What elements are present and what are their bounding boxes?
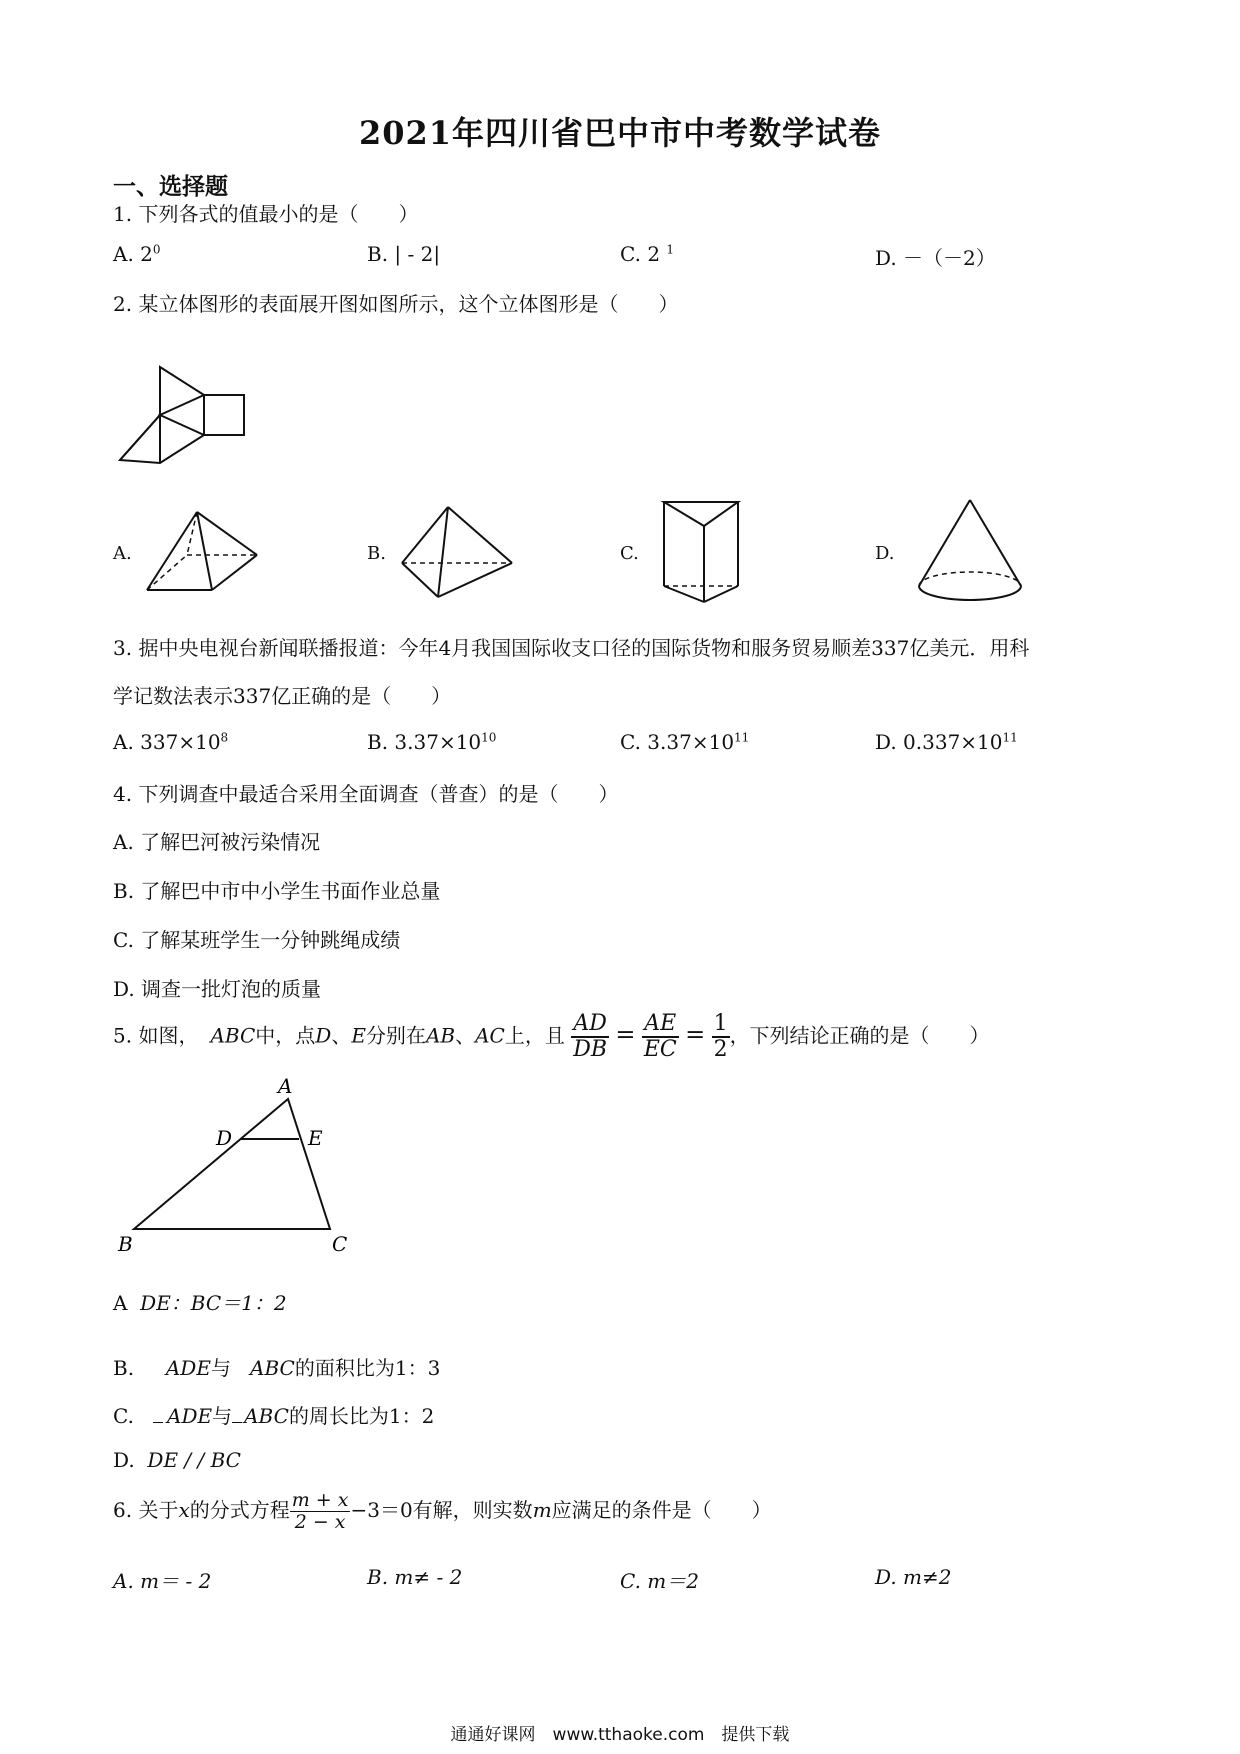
q4-option-b: B. 了解巴中市中小学生书面作业总量: [113, 879, 441, 903]
q6-option-a: A. m＝ - 2: [113, 1569, 212, 1593]
triangle-abc-diagram: [110, 1075, 370, 1255]
q5-option-b: B. ADE与 ABC的面积比为1：3: [113, 1356, 441, 1380]
fraction-m-plus-x-over-2-minus-x: $\frac{m + x}{2 - x}$: [291, 1489, 349, 1533]
q1-option-d: D. －（－2）: [875, 246, 996, 270]
q4-option-c: C. 了解某班学生一分钟跳绳成绩: [113, 928, 401, 952]
question-1-stem: 1. 下列各式的值最小的是（ ）: [113, 202, 419, 226]
q2-option-a-pyramid-figure: [145, 510, 265, 595]
label-a: A: [278, 1074, 293, 1098]
q2-option-a-label: A.: [113, 543, 132, 564]
question-5-stem: 5. 如图， ABC中，点D、E分别在AB、AC上，且 $\frac{AD}{DB}$ = $\frac{AE}{EC}$ = $\frac{1}{2}$ ，下列结论正确的是（ ）: [113, 1011, 990, 1063]
net-diagram: [100, 355, 260, 475]
q2-option-c-label: C.: [620, 543, 639, 564]
fraction-ad-db: $\frac{AD}{DB}$: [573, 1011, 607, 1063]
q6-option-c: C. m＝2: [620, 1569, 699, 1593]
q5-option-d: D. DE / / BC: [113, 1448, 241, 1472]
q5-option-c: C. ADE与 ABC的周长比为1：2: [113, 1404, 435, 1428]
q4-option-a: A. 了解巴河被污染情况: [113, 830, 321, 854]
question-2-stem: 2. 某立体图形的表面展开图如图所示，这个立体图形是（ ）: [113, 292, 679, 316]
q3-option-a: A. $337\times 10^8$: [113, 730, 229, 754]
question-3-stem-line-1: 3. 据中央电视台新闻联播报道：今年4月我国国际收支口径的国际货物和服务贸易顺差337亿美元．用科: [113, 636, 1030, 660]
question-3-stem-line-2: 学记数法表示337亿正确的是（ ）: [113, 684, 452, 708]
q1-option-c: C. 2 $^1$: [620, 242, 675, 266]
q4-option-d: D. 调查一批灯泡的质量: [113, 977, 322, 1001]
q2-option-c-prism-figure: [662, 500, 742, 605]
q2-option-b-label: B.: [367, 543, 386, 564]
q3-option-b: B. $3.37\times 10^{10}$: [367, 730, 497, 754]
fraction-one-half: $\frac{1}{2}$: [713, 1011, 728, 1063]
q2-option-b-tetrahedron-figure: [400, 505, 515, 600]
q3-option-d: D. $0.337\times 10^{11}$: [875, 730, 1018, 754]
label-d: D: [216, 1126, 233, 1150]
label-e: E: [308, 1126, 323, 1150]
question-4-stem: 4. 下列调查中最适合采用全面调查（普查）的是（ ）: [113, 782, 619, 806]
q5-option-a: A DE：BC＝1：2: [113, 1291, 287, 1315]
q2-option-d-label: D.: [875, 543, 895, 564]
q3-option-c: C. $3.37\times 10^{11}$: [620, 730, 750, 754]
question-6-stem: 6. 关于x的分式方程 $\frac{m + x}{2 - x}$ −3＝0有解，则实数m应满足的条件是（ ）: [113, 1489, 772, 1533]
footer-source: 通通好课网 www.tthaoke.com 提供下载: [450, 1725, 790, 1745]
label-c: C: [332, 1232, 348, 1256]
fraction-ae-ec: $\frac{AE}{EC}$: [643, 1011, 677, 1063]
label-b: B: [118, 1232, 133, 1256]
q1-option-b: B. | - 2|: [367, 242, 441, 266]
q1-option-a: A. $2^0$: [113, 242, 161, 266]
section-heading: 一、选择题: [113, 173, 228, 200]
page-title: 2021年四川省巴中市中考数学试卷: [358, 114, 882, 152]
q6-option-d: D. m≠2: [875, 1565, 952, 1589]
q2-option-d-cone-figure: [915, 498, 1025, 606]
q6-option-b: B. m≠ - 2: [367, 1565, 463, 1589]
